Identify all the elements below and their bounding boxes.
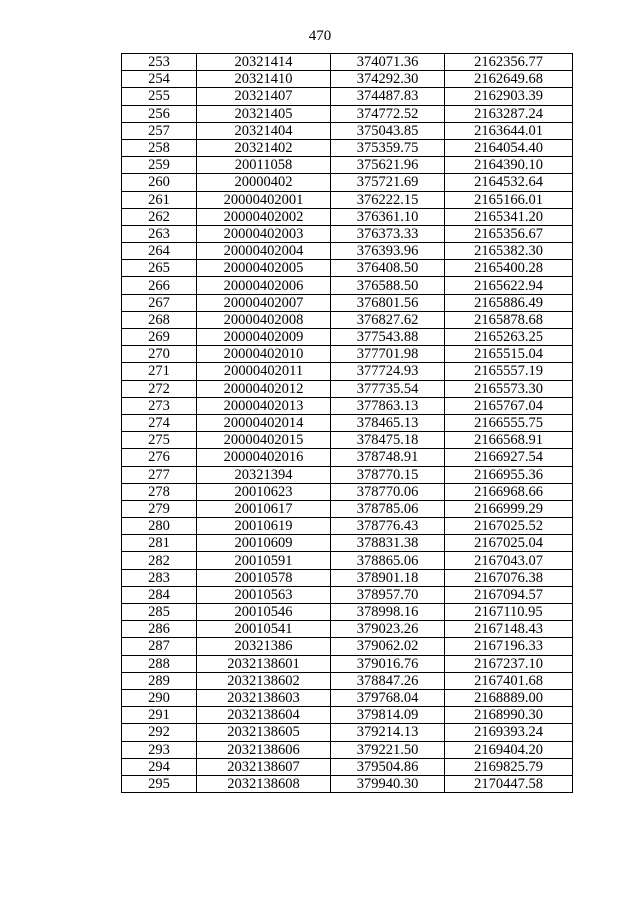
y-coordinate-cell: 2166999.29 bbox=[445, 500, 573, 517]
table-row bbox=[122, 397, 573, 414]
y-coordinate-cell: 2166968.66 bbox=[445, 483, 573, 500]
point-id-cell: 20000402010 bbox=[197, 346, 331, 363]
table-row bbox=[122, 243, 573, 260]
point-id-cell: 20010617 bbox=[197, 500, 331, 517]
row-index-cell: 256 bbox=[122, 105, 197, 122]
point-id-cell: 2032138605 bbox=[197, 724, 331, 741]
y-coordinate-cell: 2162649.68 bbox=[445, 71, 573, 88]
x-coordinate-cell: 374772.52 bbox=[331, 105, 445, 122]
y-coordinate-cell: 2169393.24 bbox=[445, 724, 573, 741]
point-id-cell: 2032138603 bbox=[197, 689, 331, 706]
y-coordinate-cell: 2167043.07 bbox=[445, 552, 573, 569]
x-coordinate-cell: 378748.91 bbox=[331, 449, 445, 466]
row-index-cell: 280 bbox=[122, 518, 197, 535]
point-id-cell: 20321407 bbox=[197, 88, 331, 105]
table-row bbox=[122, 329, 573, 346]
y-coordinate-cell: 2167237.10 bbox=[445, 655, 573, 672]
y-coordinate-cell: 2162903.39 bbox=[445, 88, 573, 105]
table-row bbox=[122, 54, 573, 71]
row-index-cell: 267 bbox=[122, 294, 197, 311]
row-index-cell: 286 bbox=[122, 621, 197, 638]
y-coordinate-cell: 2167110.95 bbox=[445, 604, 573, 621]
table-row bbox=[122, 88, 573, 105]
row-index-cell: 288 bbox=[122, 655, 197, 672]
x-coordinate-cell: 374292.30 bbox=[331, 71, 445, 88]
table-row bbox=[122, 225, 573, 242]
point-id-cell: 20010546 bbox=[197, 604, 331, 621]
row-index-cell: 272 bbox=[122, 380, 197, 397]
y-coordinate-cell: 2165573.30 bbox=[445, 380, 573, 397]
table-row bbox=[122, 466, 573, 483]
y-coordinate-cell: 2167025.04 bbox=[445, 535, 573, 552]
point-id-cell: 20010619 bbox=[197, 518, 331, 535]
x-coordinate-cell: 379016.76 bbox=[331, 655, 445, 672]
y-coordinate-cell: 2165886.49 bbox=[445, 294, 573, 311]
row-index-cell: 268 bbox=[122, 311, 197, 328]
x-coordinate-cell: 378770.06 bbox=[331, 483, 445, 500]
x-coordinate-cell: 377701.98 bbox=[331, 346, 445, 363]
row-index-cell: 270 bbox=[122, 346, 197, 363]
table-row bbox=[122, 483, 573, 500]
x-coordinate-cell: 378475.18 bbox=[331, 432, 445, 449]
table-row bbox=[122, 191, 573, 208]
x-coordinate-cell: 375043.85 bbox=[331, 122, 445, 139]
coordinates-table bbox=[121, 53, 573, 793]
table-row bbox=[122, 432, 573, 449]
table-row bbox=[122, 638, 573, 655]
table-row bbox=[122, 277, 573, 294]
y-coordinate-cell: 2163287.24 bbox=[445, 105, 573, 122]
x-coordinate-cell: 377863.13 bbox=[331, 397, 445, 414]
x-coordinate-cell: 376393.96 bbox=[331, 243, 445, 260]
y-coordinate-cell: 2168889.00 bbox=[445, 689, 573, 706]
page-number: 470 bbox=[308, 28, 332, 44]
x-coordinate-cell: 378957.70 bbox=[331, 586, 445, 603]
row-index-cell: 253 bbox=[122, 54, 197, 71]
point-id-cell: 2032138608 bbox=[197, 775, 331, 792]
row-index-cell: 289 bbox=[122, 672, 197, 689]
x-coordinate-cell: 378770.15 bbox=[331, 466, 445, 483]
x-coordinate-cell: 376222.15 bbox=[331, 191, 445, 208]
point-id-cell: 20010623 bbox=[197, 483, 331, 500]
point-id-cell: 20321394 bbox=[197, 466, 331, 483]
table-row bbox=[122, 775, 573, 792]
row-index-cell: 258 bbox=[122, 139, 197, 156]
y-coordinate-cell: 2166927.54 bbox=[445, 449, 573, 466]
table-row bbox=[122, 552, 573, 569]
y-coordinate-cell: 2165878.68 bbox=[445, 311, 573, 328]
x-coordinate-cell: 379062.02 bbox=[331, 638, 445, 655]
row-index-cell: 294 bbox=[122, 758, 197, 775]
x-coordinate-cell: 376373.33 bbox=[331, 225, 445, 242]
x-coordinate-cell: 379214.13 bbox=[331, 724, 445, 741]
x-coordinate-cell: 376588.50 bbox=[331, 277, 445, 294]
y-coordinate-cell: 2164390.10 bbox=[445, 157, 573, 174]
row-index-cell: 255 bbox=[122, 88, 197, 105]
row-index-cell: 260 bbox=[122, 174, 197, 191]
x-coordinate-cell: 377543.88 bbox=[331, 329, 445, 346]
point-id-cell: 20010609 bbox=[197, 535, 331, 552]
point-id-cell: 2032138607 bbox=[197, 758, 331, 775]
row-index-cell: 282 bbox=[122, 552, 197, 569]
table-row bbox=[122, 71, 573, 88]
y-coordinate-cell: 2164054.40 bbox=[445, 139, 573, 156]
point-id-cell: 20000402008 bbox=[197, 311, 331, 328]
x-coordinate-cell: 375721.69 bbox=[331, 174, 445, 191]
table-row bbox=[122, 724, 573, 741]
table-row bbox=[122, 689, 573, 706]
point-id-cell: 20000402004 bbox=[197, 243, 331, 260]
row-index-cell: 264 bbox=[122, 243, 197, 260]
x-coordinate-cell: 376361.10 bbox=[331, 208, 445, 225]
point-id-cell: 20000402003 bbox=[197, 225, 331, 242]
table-row bbox=[122, 208, 573, 225]
point-id-cell: 20000402011 bbox=[197, 363, 331, 380]
point-id-cell: 2032138601 bbox=[197, 655, 331, 672]
y-coordinate-cell: 2165382.30 bbox=[445, 243, 573, 260]
point-id-cell: 20010563 bbox=[197, 586, 331, 603]
y-coordinate-cell: 2165767.04 bbox=[445, 397, 573, 414]
table-row bbox=[122, 449, 573, 466]
point-id-cell: 20000402013 bbox=[197, 397, 331, 414]
x-coordinate-cell: 379768.04 bbox=[331, 689, 445, 706]
row-index-cell: 266 bbox=[122, 277, 197, 294]
point-id-cell: 2032138606 bbox=[197, 741, 331, 758]
y-coordinate-cell: 2166555.75 bbox=[445, 414, 573, 431]
x-coordinate-cell: 378831.38 bbox=[331, 535, 445, 552]
y-coordinate-cell: 2165557.19 bbox=[445, 363, 573, 380]
point-id-cell: 20010578 bbox=[197, 569, 331, 586]
table-row bbox=[122, 535, 573, 552]
point-id-cell: 20000402006 bbox=[197, 277, 331, 294]
y-coordinate-cell: 2167401.68 bbox=[445, 672, 573, 689]
point-id-cell: 20000402009 bbox=[197, 329, 331, 346]
point-id-cell: 20000402002 bbox=[197, 208, 331, 225]
y-coordinate-cell: 2164532.64 bbox=[445, 174, 573, 191]
table-row bbox=[122, 672, 573, 689]
row-index-cell: 261 bbox=[122, 191, 197, 208]
table-row bbox=[122, 311, 573, 328]
point-id-cell: 20000402012 bbox=[197, 380, 331, 397]
table-row bbox=[122, 122, 573, 139]
point-id-cell: 20011058 bbox=[197, 157, 331, 174]
point-id-cell: 20321402 bbox=[197, 139, 331, 156]
x-coordinate-cell: 376408.50 bbox=[331, 260, 445, 277]
row-index-cell: 274 bbox=[122, 414, 197, 431]
table-row bbox=[122, 346, 573, 363]
point-id-cell: 20321386 bbox=[197, 638, 331, 655]
table-row bbox=[122, 414, 573, 431]
table-row bbox=[122, 500, 573, 517]
row-index-cell: 276 bbox=[122, 449, 197, 466]
table-row bbox=[122, 294, 573, 311]
row-index-cell: 291 bbox=[122, 707, 197, 724]
point-id-cell: 20000402007 bbox=[197, 294, 331, 311]
y-coordinate-cell: 2162356.77 bbox=[445, 54, 573, 71]
x-coordinate-cell: 378847.26 bbox=[331, 672, 445, 689]
table-body bbox=[122, 54, 573, 793]
point-id-cell: 20321414 bbox=[197, 54, 331, 71]
y-coordinate-cell: 2167025.52 bbox=[445, 518, 573, 535]
y-coordinate-cell: 2166568.91 bbox=[445, 432, 573, 449]
x-coordinate-cell: 376801.56 bbox=[331, 294, 445, 311]
row-index-cell: 254 bbox=[122, 71, 197, 88]
point-id-cell: 20000402 bbox=[197, 174, 331, 191]
x-coordinate-cell: 379940.30 bbox=[331, 775, 445, 792]
point-id-cell: 2032138602 bbox=[197, 672, 331, 689]
point-id-cell: 20000402015 bbox=[197, 432, 331, 449]
point-id-cell: 20010591 bbox=[197, 552, 331, 569]
table-row bbox=[122, 604, 573, 621]
row-index-cell: 257 bbox=[122, 122, 197, 139]
y-coordinate-cell: 2169825.79 bbox=[445, 758, 573, 775]
row-index-cell: 273 bbox=[122, 397, 197, 414]
row-index-cell: 287 bbox=[122, 638, 197, 655]
row-index-cell: 290 bbox=[122, 689, 197, 706]
x-coordinate-cell: 374071.36 bbox=[331, 54, 445, 71]
table-row bbox=[122, 707, 573, 724]
point-id-cell: 20321405 bbox=[197, 105, 331, 122]
row-index-cell: 293 bbox=[122, 741, 197, 758]
y-coordinate-cell: 2163644.01 bbox=[445, 122, 573, 139]
y-coordinate-cell: 2170447.58 bbox=[445, 775, 573, 792]
y-coordinate-cell: 2167094.57 bbox=[445, 586, 573, 603]
x-coordinate-cell: 378901.18 bbox=[331, 569, 445, 586]
y-coordinate-cell: 2165515.04 bbox=[445, 346, 573, 363]
table-row bbox=[122, 157, 573, 174]
table-row bbox=[122, 655, 573, 672]
row-index-cell: 271 bbox=[122, 363, 197, 380]
x-coordinate-cell: 375359.75 bbox=[331, 139, 445, 156]
x-coordinate-cell: 374487.83 bbox=[331, 88, 445, 105]
table-row bbox=[122, 174, 573, 191]
row-index-cell: 281 bbox=[122, 535, 197, 552]
y-coordinate-cell: 2165166.01 bbox=[445, 191, 573, 208]
row-index-cell: 292 bbox=[122, 724, 197, 741]
row-index-cell: 284 bbox=[122, 586, 197, 603]
table-row bbox=[122, 105, 573, 122]
row-index-cell: 262 bbox=[122, 208, 197, 225]
y-coordinate-cell: 2169404.20 bbox=[445, 741, 573, 758]
table-row bbox=[122, 518, 573, 535]
x-coordinate-cell: 378785.06 bbox=[331, 500, 445, 517]
x-coordinate-cell: 377735.54 bbox=[331, 380, 445, 397]
row-index-cell: 283 bbox=[122, 569, 197, 586]
x-coordinate-cell: 376827.62 bbox=[331, 311, 445, 328]
point-id-cell: 20321404 bbox=[197, 122, 331, 139]
table-row bbox=[122, 260, 573, 277]
x-coordinate-cell: 375621.96 bbox=[331, 157, 445, 174]
y-coordinate-cell: 2168990.30 bbox=[445, 707, 573, 724]
point-id-cell: 20000402016 bbox=[197, 449, 331, 466]
row-index-cell: 263 bbox=[122, 225, 197, 242]
table-row bbox=[122, 380, 573, 397]
point-id-cell: 20000402014 bbox=[197, 414, 331, 431]
y-coordinate-cell: 2167148.43 bbox=[445, 621, 573, 638]
point-id-cell: 20010541 bbox=[197, 621, 331, 638]
y-coordinate-cell: 2167076.38 bbox=[445, 569, 573, 586]
row-index-cell: 295 bbox=[122, 775, 197, 792]
row-index-cell: 279 bbox=[122, 500, 197, 517]
row-index-cell: 265 bbox=[122, 260, 197, 277]
y-coordinate-cell: 2165263.25 bbox=[445, 329, 573, 346]
x-coordinate-cell: 379023.26 bbox=[331, 621, 445, 638]
x-coordinate-cell: 377724.93 bbox=[331, 363, 445, 380]
table-row bbox=[122, 139, 573, 156]
point-id-cell: 20321410 bbox=[197, 71, 331, 88]
table-row bbox=[122, 586, 573, 603]
point-id-cell: 2032138604 bbox=[197, 707, 331, 724]
table-row bbox=[122, 741, 573, 758]
x-coordinate-cell: 379814.09 bbox=[331, 707, 445, 724]
table-row bbox=[122, 569, 573, 586]
row-index-cell: 278 bbox=[122, 483, 197, 500]
x-coordinate-cell: 378776.43 bbox=[331, 518, 445, 535]
x-coordinate-cell: 378998.16 bbox=[331, 604, 445, 621]
row-index-cell: 277 bbox=[122, 466, 197, 483]
row-index-cell: 275 bbox=[122, 432, 197, 449]
y-coordinate-cell: 2165356.67 bbox=[445, 225, 573, 242]
x-coordinate-cell: 379221.50 bbox=[331, 741, 445, 758]
y-coordinate-cell: 2166955.36 bbox=[445, 466, 573, 483]
point-id-cell: 20000402005 bbox=[197, 260, 331, 277]
table-row bbox=[122, 758, 573, 775]
x-coordinate-cell: 379504.86 bbox=[331, 758, 445, 775]
table-row bbox=[122, 363, 573, 380]
y-coordinate-cell: 2165341.20 bbox=[445, 208, 573, 225]
point-id-cell: 20000402001 bbox=[197, 191, 331, 208]
x-coordinate-cell: 378465.13 bbox=[331, 414, 445, 431]
row-index-cell: 269 bbox=[122, 329, 197, 346]
y-coordinate-cell: 2165400.28 bbox=[445, 260, 573, 277]
row-index-cell: 259 bbox=[122, 157, 197, 174]
y-coordinate-cell: 2167196.33 bbox=[445, 638, 573, 655]
table-row bbox=[122, 621, 573, 638]
y-coordinate-cell: 2165622.94 bbox=[445, 277, 573, 294]
row-index-cell: 285 bbox=[122, 604, 197, 621]
x-coordinate-cell: 378865.06 bbox=[331, 552, 445, 569]
